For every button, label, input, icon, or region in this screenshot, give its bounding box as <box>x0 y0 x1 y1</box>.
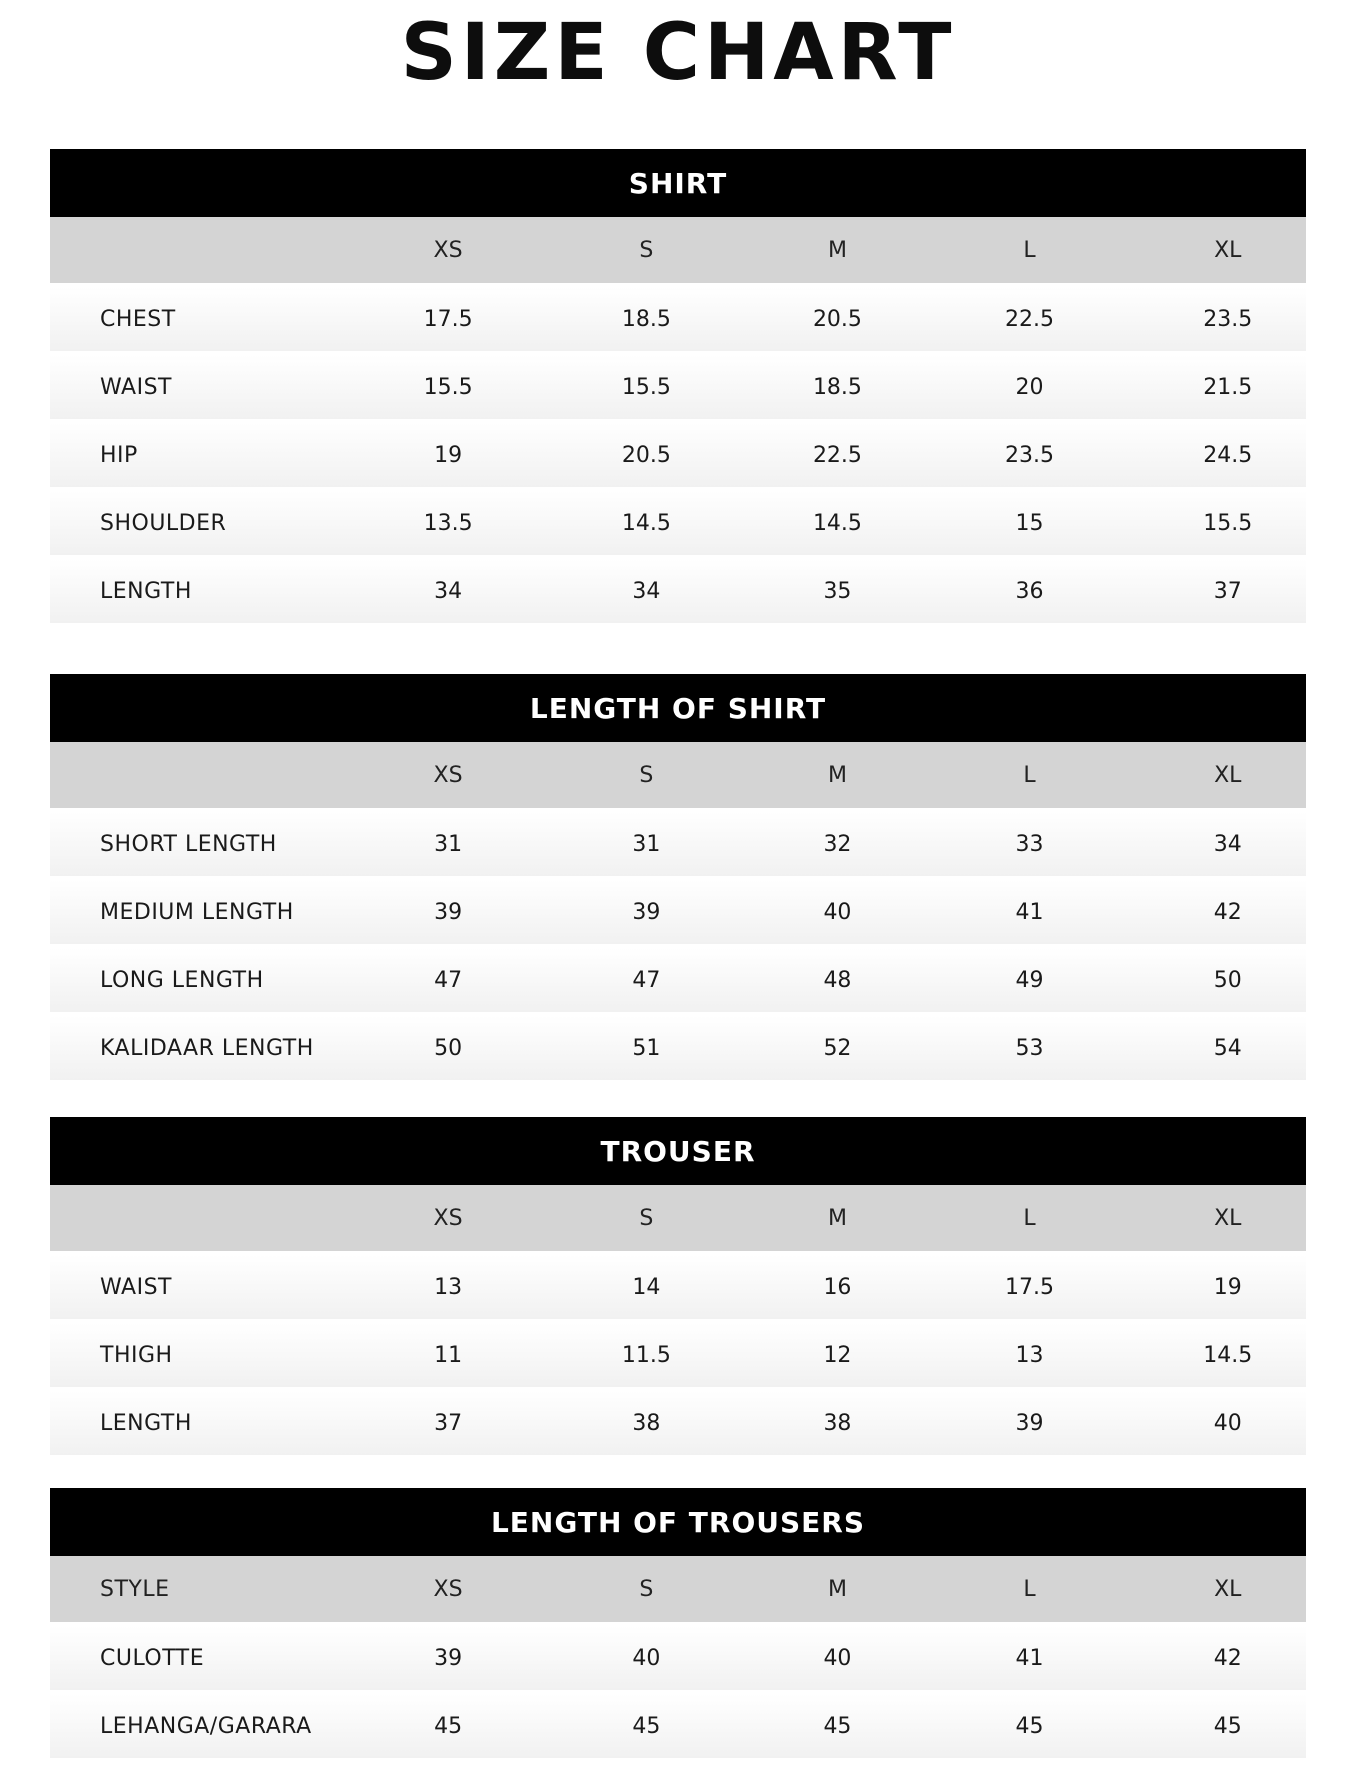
cell-value: 20.5 <box>812 306 862 332</box>
cell-value: 39 <box>632 899 661 925</box>
size-l: L <box>1023 1576 1036 1602</box>
cell-value: 45 <box>1015 1713 1044 1739</box>
cell-value: 14 <box>632 1274 661 1300</box>
cell-value: 11.5 <box>621 1342 671 1368</box>
cell-value: 34 <box>434 578 463 604</box>
cell-value: 36 <box>1015 578 1044 604</box>
row-label: LEHANGA/GARARA <box>100 1713 312 1739</box>
cell-value: 48 <box>823 967 852 993</box>
size-s: S <box>639 1205 654 1231</box>
cell-value: 23.5 <box>1004 442 1054 468</box>
table-row <box>50 419 1306 487</box>
cell-value: 23.5 <box>1203 306 1253 332</box>
row-label: SHOULDER <box>100 510 227 536</box>
row-label: WAIST <box>100 374 172 400</box>
row-label: LENGTH <box>100 1410 192 1436</box>
size-xs: XS <box>433 1576 463 1602</box>
cell-value: 20 <box>1015 374 1044 400</box>
size-header-row <box>50 1556 1306 1622</box>
row-label: LENGTH <box>100 578 192 604</box>
size-l: L <box>1023 762 1036 788</box>
cell-value: 15.5 <box>1203 510 1253 536</box>
size-s: S <box>639 237 654 263</box>
cell-value: 32 <box>823 831 852 857</box>
cell-value: 11 <box>434 1342 463 1368</box>
row-label: MEDIUM LENGTH <box>100 899 294 925</box>
table-row <box>50 1251 1306 1319</box>
cell-value: 41 <box>1015 899 1044 925</box>
size-header-row <box>50 742 1306 808</box>
size-header-row <box>50 217 1306 283</box>
cell-value: 17.5 <box>1004 1274 1054 1300</box>
table-row <box>50 808 1306 876</box>
section-title: LENGTH OF SHIRT <box>50 674 1306 742</box>
cell-value: 47 <box>632 967 661 993</box>
table-row <box>50 351 1306 419</box>
row-label: LONG LENGTH <box>100 967 264 993</box>
cell-value: 45 <box>823 1713 852 1739</box>
cell-value: 35 <box>823 578 852 604</box>
cell-value: 13 <box>434 1274 463 1300</box>
size-xs: XS <box>433 1205 463 1231</box>
table-row <box>50 1319 1306 1387</box>
cell-value: 17.5 <box>423 306 473 332</box>
size-m: M <box>827 237 847 263</box>
cell-value: 39 <box>434 899 463 925</box>
cell-value: 31 <box>434 831 463 857</box>
row-label: CULOTTE <box>100 1645 205 1671</box>
cell-value: 13.5 <box>423 510 473 536</box>
cell-value: 47 <box>434 967 463 993</box>
cell-value: 49 <box>1015 967 1044 993</box>
cell-value: 18.5 <box>812 374 862 400</box>
cell-value: 33 <box>1015 831 1044 857</box>
section-length-of-trousers <box>50 1488 1306 1758</box>
section-shirt <box>50 149 1306 623</box>
cell-value: 19 <box>1213 1274 1242 1300</box>
cell-value: 12 <box>823 1342 852 1368</box>
section-trouser <box>50 1117 1306 1455</box>
cell-value: 37 <box>434 1410 463 1436</box>
cell-value: 50 <box>1213 967 1242 993</box>
cell-value: 40 <box>823 1645 852 1671</box>
size-m: M <box>827 1576 847 1602</box>
cell-value: 14.5 <box>1203 1342 1253 1368</box>
size-xl: XL <box>1214 1576 1242 1602</box>
size-l: L <box>1023 237 1036 263</box>
section-title: SHIRT <box>50 149 1306 217</box>
cell-value: 18.5 <box>621 306 671 332</box>
table-row <box>50 944 1306 1012</box>
size-xl: XL <box>1214 762 1242 788</box>
cell-value: 34 <box>1213 831 1242 857</box>
cell-value: 37 <box>1213 578 1242 604</box>
cell-value: 15 <box>1015 510 1044 536</box>
row-label: SHORT LENGTH <box>100 831 277 857</box>
cell-value: 15.5 <box>621 374 671 400</box>
cell-value: 21.5 <box>1203 374 1253 400</box>
cell-value: 20.5 <box>621 442 671 468</box>
cell-value: 40 <box>823 899 852 925</box>
cell-value: 19 <box>434 442 463 468</box>
cell-value: 42 <box>1213 899 1242 925</box>
size-l: L <box>1023 1205 1036 1231</box>
cell-value: 40 <box>1213 1410 1242 1436</box>
cell-value: 22.5 <box>1004 306 1054 332</box>
cell-value: 53 <box>1015 1035 1044 1061</box>
table-row <box>50 1690 1306 1758</box>
size-m: M <box>827 762 847 788</box>
size-s: S <box>639 1576 654 1602</box>
cell-value: 45 <box>1213 1713 1242 1739</box>
row-label: WAIST <box>100 1274 172 1300</box>
section-length-of-shirt <box>50 674 1306 1080</box>
cell-value: 39 <box>434 1645 463 1671</box>
cell-value: 41 <box>1015 1645 1044 1671</box>
size-xs: XS <box>433 237 463 263</box>
table-row <box>50 283 1306 351</box>
row-label: KALIDAAR LENGTH <box>100 1035 314 1061</box>
cell-value: 16 <box>823 1274 852 1300</box>
cell-value: 51 <box>632 1035 661 1061</box>
table-row <box>50 487 1306 555</box>
cell-value: 39 <box>1015 1410 1044 1436</box>
cell-value: 38 <box>632 1410 661 1436</box>
cell-value: 40 <box>632 1645 661 1671</box>
section-title: TROUSER <box>50 1117 1306 1185</box>
size-s: S <box>639 762 654 788</box>
cell-value: 34 <box>632 578 661 604</box>
cell-value: 42 <box>1213 1645 1242 1671</box>
table-row <box>50 1622 1306 1690</box>
cell-value: 45 <box>434 1713 463 1739</box>
cell-value: 31 <box>632 831 661 857</box>
table-row <box>50 876 1306 944</box>
size-header-row <box>50 1185 1306 1251</box>
page-title: SIZE CHART <box>400 8 956 98</box>
size-xl: XL <box>1214 237 1242 263</box>
cell-value: 54 <box>1213 1035 1242 1061</box>
cell-value: 14.5 <box>812 510 862 536</box>
cell-value: 13 <box>1015 1342 1044 1368</box>
cell-value: 45 <box>632 1713 661 1739</box>
cell-value: 22.5 <box>812 442 862 468</box>
cell-value: 50 <box>434 1035 463 1061</box>
cell-value: 14.5 <box>621 510 671 536</box>
size-xl: XL <box>1214 1205 1242 1231</box>
row-label: HIP <box>100 442 138 468</box>
cell-value: 38 <box>823 1410 852 1436</box>
cell-value: 24.5 <box>1203 442 1253 468</box>
row-label: CHEST <box>100 306 176 332</box>
size-m: M <box>827 1205 847 1231</box>
cell-value: 52 <box>823 1035 852 1061</box>
table-row <box>50 1012 1306 1080</box>
section-title: LENGTH OF TROUSERS <box>50 1488 1306 1556</box>
row-label: THIGH <box>100 1342 173 1368</box>
cell-value: 15.5 <box>423 374 473 400</box>
table-row <box>50 1387 1306 1455</box>
size-header-label: STYLE <box>100 1576 170 1602</box>
size-xs: XS <box>433 762 463 788</box>
table-row <box>50 555 1306 623</box>
